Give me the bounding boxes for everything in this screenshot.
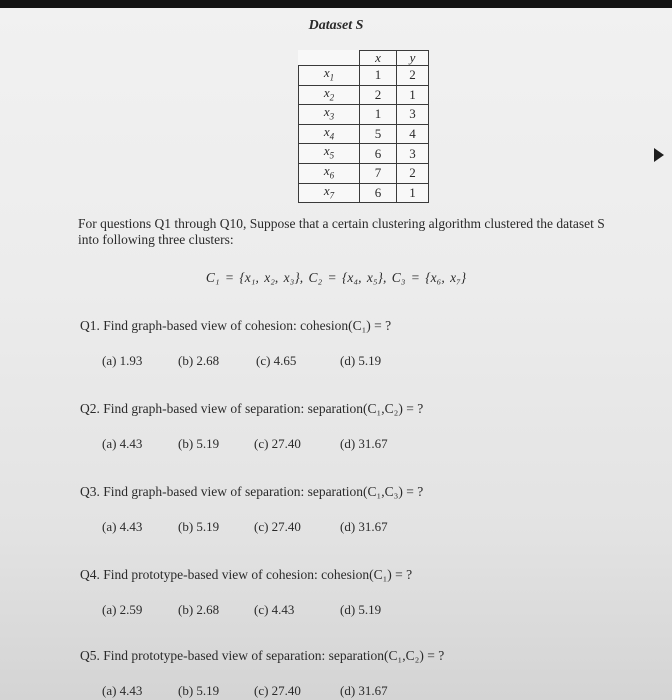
cell-y: 3 [397,144,429,164]
option-d: (d) 5.19 [340,602,382,617]
table-row [299,105,429,125]
cell-y: 1 [397,85,429,105]
intro-text: For questions Q1 through Q10, Suppose that a certain clustering algorithm clustered the dataset S into following three clusters: [78,216,605,247]
cell-y: 4 [397,124,429,144]
table-row [299,144,429,164]
cell-y: 2 [397,163,429,183]
question-3-options [102,519,388,535]
top-bar [0,0,672,8]
row-label: $x_3$ [299,105,360,125]
option-b: (b) 5.19 [178,683,220,698]
option-a: (a) 4.43 [102,519,143,534]
cell-x: 1 [360,105,397,125]
row-label: $x_5$ [299,144,360,164]
column-header-y: y [397,51,429,66]
question-5: Q5. Find prototype-based view of separation: separation(C₁,C₂) = ? [80,648,445,663]
option-c: (c) 27.40 [254,436,301,451]
dataset-title: Dataset S [308,18,364,33]
row-label: $x_4$ [299,124,360,144]
cell-y: 1 [397,183,429,203]
option-a: (a) 2.59 [102,602,143,617]
column-header-x: x [360,51,397,66]
table-row [299,183,429,203]
question-4-options [102,602,381,618]
cluster-definitions: C₁ = {x₁, x₂, x₃}, C₂ = {x₄, x₅}, C₃ = {x₆, x₇} [205,270,467,285]
table-row [299,85,429,105]
table-corner [299,51,360,66]
question-2-options [102,436,388,452]
option-a: (a) 1.93 [102,353,143,368]
dataset-table [298,50,429,203]
row-label: $x_7$ [299,183,360,203]
option-b: (b) 2.68 [178,353,220,368]
row-label: $x_2$ [299,85,360,105]
cell-x: 2 [360,85,397,105]
document-page [0,8,672,700]
table-row [299,66,429,86]
option-b: (b) 5.19 [178,436,220,451]
option-d: (d) 31.67 [340,519,388,534]
option-b: (b) 5.19 [178,519,220,534]
option-b: (b) 2.68 [178,602,220,617]
table-row [299,163,429,183]
table-row [299,124,429,144]
cell-y: 3 [397,105,429,125]
cursor-arrow-icon [654,148,664,162]
cell-x: 6 [360,144,397,164]
option-c: (c) 4.43 [254,602,295,617]
question-5-options [102,683,388,699]
table-header-row [299,51,429,66]
question-4: Q4. Find prototype-based view of cohesion: cohesion(C₁) = ? [80,567,413,582]
row-label: $x_1$ [299,66,360,86]
cell-x: 7 [360,163,397,183]
option-c: (c) 4.65 [256,353,297,368]
option-d: (d) 31.67 [340,436,388,451]
option-d: (d) 5.19 [340,353,382,368]
row-label: $x_6$ [299,163,360,183]
cell-y: 2 [397,66,429,86]
question-1-options [102,353,381,369]
cell-x: 5 [360,124,397,144]
option-a: (a) 4.43 [102,436,143,451]
question-3: Q3. Find graph-based view of separation: separation(C₁,C₃) = ? [80,484,424,499]
option-c: (c) 27.40 [254,683,301,698]
cell-x: 6 [360,183,397,203]
option-a: (a) 4.43 [102,683,143,698]
cell-x: 1 [360,66,397,86]
question-1: Q1. Find graph-based view of cohesion: cohesion(C₁) = ? [80,318,392,333]
option-d: (d) 31.67 [340,683,388,698]
question-2: Q2. Find graph-based view of separation: separation(C₁,C₂) = ? [80,401,424,416]
option-c: (c) 27.40 [254,519,301,534]
